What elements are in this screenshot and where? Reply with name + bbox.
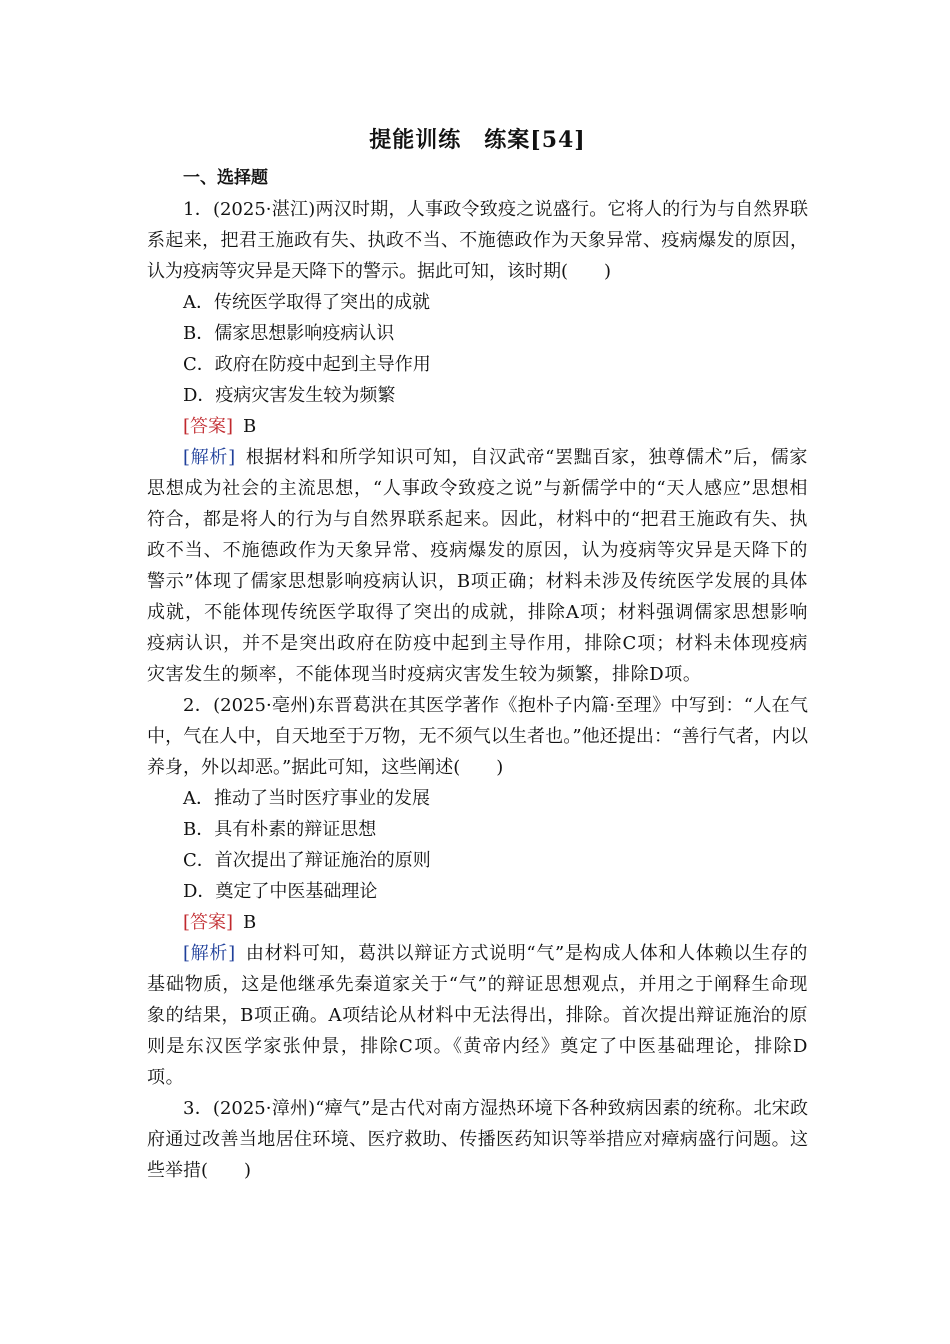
question-2-stem: 2．(2025·亳州)东晋葛洪在其医学著作《抱朴子内篇·至理》中写到：“人在气中，气在人中，自天地至于万物，无不须气以生者也。”他还提出：“善行气者，内以养身，外以却恶。”据此可知，这些阐述( ) (147, 695, 808, 778)
question-1-answer (147, 411, 808, 442)
question-2-option-b: B．具有朴素的辩证思想 (183, 819, 377, 840)
question-1-stem: 1．(2025·湛江)两汉时期，人事政令致疫之说盛行。它将人的行为与自然界联系起来，把君王施政有失、执政不当、不施德政作为天象异常、疫病爆发的原因，认为疫病等灾异是天降下的警示。据此可知，该时期( ) (147, 199, 808, 282)
answer-value: B (243, 416, 257, 437)
answer-value: B (243, 912, 257, 933)
question-1-option-a: A．传统医学取得了突出的成就 (183, 292, 430, 313)
question-2-option-c: C．首次提出了辩证施治的原则 (183, 850, 431, 871)
explanation-text: 根据材料和所学知识可知，自汉武帝“罢黜百家，独尊儒术”后，儒家思想成为社会的主流思想，“人事政令致疫之说”与新儒学中的“天人感应”思想相符合，都是将人的行为与自然界联系起来。因此，材料中的“把君王施政有失、执政不当、不施德政作为天象异常、疫病爆发的原因，认为疫病等灾异是天降下的警示”体现了儒家思想影响疫病认识，B项正确；材料未涉及传统医学发展的具体成就，不能体现传统医学取得了突出的成就，排除A项；材料强调儒家思想影响疫病认识，并不是突出政府在防疫中起到主导作用，排除C项；材料未体现疫病灾害发生的频率，不能体现当时疫病灾害发生较为频繁，排除D项。 (147, 447, 808, 685)
question-2-option-d: D．奠定了中医基础理论 (183, 881, 378, 902)
explanation-text: 由材料可知，葛洪以辩证方式说明“气”是构成人体和人体赖以生存的基础物质，这是他继承先秦道家关于“气”的辩证思想观点，并用之于阐释生命现象的结果，B项正确。A项结论从材料中无法得出，排除。首次提出辩证施治的原则是东汉医学家张仲景，排除C项。《黄帝内经》奠定了中医基础理论，排除D项。 (147, 943, 808, 1088)
question-1-option-d: D．疫病灾害发生较为频繁 (183, 385, 396, 406)
page-title: 提能训练 练案[54] (369, 127, 586, 153)
answer-label: [答案] (183, 416, 234, 437)
question-2-answer (147, 907, 808, 938)
section-heading: 一、选择题 (183, 168, 268, 188)
explanation-label: [解析] (183, 447, 236, 468)
question-2-option-a: A．推动了当时医疗事业的发展 (183, 788, 430, 809)
question-1-option-b: B．儒家思想影响疫病认识 (183, 323, 395, 344)
question-3-stem: 3．(2025·漳州)“瘴气”是古代对南方湿热环境下各种致病因素的统称。北宋政府通过改善当地居住环境、医疗救助、传播医药知识等举措应对瘴病盛行问题。这些举措( ) (147, 1098, 808, 1181)
question-1-explanation (147, 442, 808, 690)
answer-label: [答案] (183, 912, 234, 933)
explanation-label: [解析] (183, 943, 236, 964)
question-2-explanation (147, 938, 808, 1093)
question-1-option-c: C．政府在防疫中起到主导作用 (183, 354, 431, 375)
